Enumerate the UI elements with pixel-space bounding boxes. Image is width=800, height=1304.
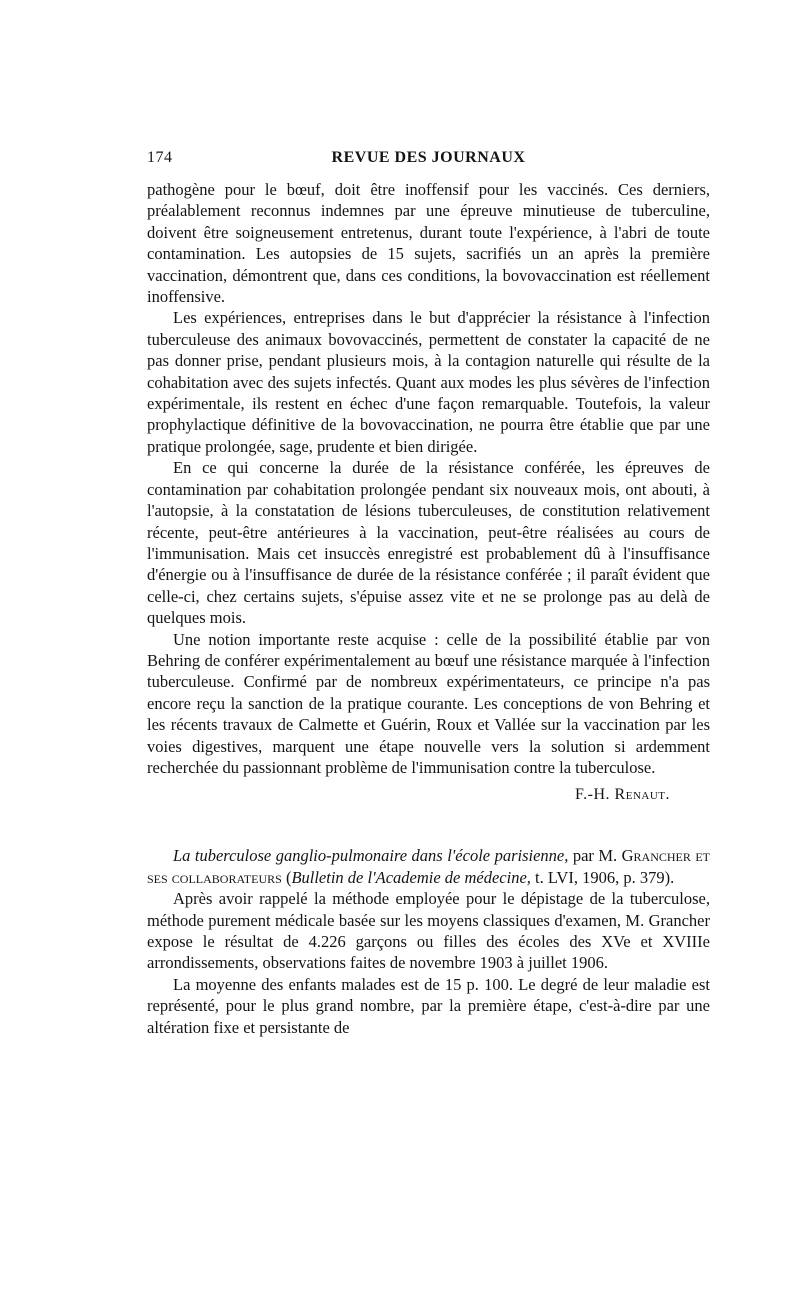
review-citation: t. LVI, 1906, p. 379). xyxy=(535,867,675,887)
paragraph: Une notion importante reste acquise : celle de la possibilité établie par von Behring de conférer expérimentalement au bœuf une résistance marquée à l'infection tuberculeuse. Confirmé par de nombreux expérimentateurs, ce principe n'a pas encore reçu la sanction de la pratique courante. Les conceptions de von Behring et les récents travaux de Calmette et Guérin, Roux et Vallée sur la vaccination par les voies digestives, marquent une étape nouvelle vers la solution si ardemment recherchée du passionnant problème de l'immunisation contre la tuberculose. xyxy=(147,629,710,777)
review-heading xyxy=(147,845,710,888)
review-by: par xyxy=(572,846,594,866)
review-title: La tuberculose ganglio-pulmonaire dans l'école parisienne, xyxy=(173,846,569,866)
paragraph: En ce qui concerne la durée de la résistance conférée, les épreuves de contamination par cohabitation prolongée pendant six nouveaux mois, ont abouti, à l'autopsie, à la constatation de lésions tuberculeuses, de constitution relativement récente, peut-être antérieures à la vaccination, peut-être réalisées au cours de l'immunisation. Mais cet insuccès enregistré est probablement dû à l'insuffisance d'énergie ou à l'insuffisance de durée de la résistance conférée ; il paraît évident que celle-ci, chez certains sujets, s'épuise assez vite et ne se prolonge pas au delà de quelques mois. xyxy=(147,458,710,628)
review-journal: Bulletin de l'Academie de médecine, xyxy=(291,867,531,887)
paragraph: La moyenne des enfants malades est de 15 p. 100. Le degré de leur maladie est représenté, pour le plus grand nombre, par la première étape, c'est-à-dire par une altération fixe et persistante de xyxy=(147,974,710,1037)
paragraph: Après avoir rappelé la méthode employée pour le dépistage de la tuberculose, méthode purement médicale basée sur les moyens classiques d'examen, M. Grancher expose le résultat de 4.226 garçons ou filles des écoles des XVe et XVIIIe arrondissements, observations faites de novembre 1903 à juillet 1906. xyxy=(147,889,710,973)
page-number: 174 xyxy=(147,149,173,166)
review-open-paren: ( xyxy=(285,867,292,887)
running-title: REVUE DES JOURNAUX xyxy=(331,149,526,166)
running-header xyxy=(147,146,710,170)
signature-text: F.-H. Renaut. xyxy=(575,786,670,804)
author-signature xyxy=(147,784,710,805)
paragraph: Les expériences, entreprises dans le but d'apprécier la résistance à l'infection tuberculeuse des animaux bovovaccinés, permettent de constater la capacité de ne pas donner prise, pendant plusieurs mois, à la contagion naturelle qui résulte de la cohabitation avec des sujets infectés. Quant aux modes les plus sévères de l'infection expérimentale, ils restent en échec d'une façon remarquable. Toutefois, la valeur prophylactique définitive de la bovovaccination, ne pourra être établie que par une pratique prolongée, sage, prudente et bien dirigée. xyxy=(147,308,710,456)
review-authors: M. Grancher et ses collaborateurs xyxy=(147,846,711,887)
body-text xyxy=(147,179,710,1038)
paragraph: pathogène pour le bœuf, doit être inoffensif pour les vaccinés. Ces derniers, préalablement reconnus indemnes par une épreuve minutieuse de tuberculine, doivent être soigneusement entretenus, durant toute l'expérience, à l'abri de toute contamination. Les autopsies de 15 sujets, sacrifiés un an après la première vaccination, démontrent que, dans ces conditions, la bovovaccination est réellement inoffensive. xyxy=(147,180,710,307)
